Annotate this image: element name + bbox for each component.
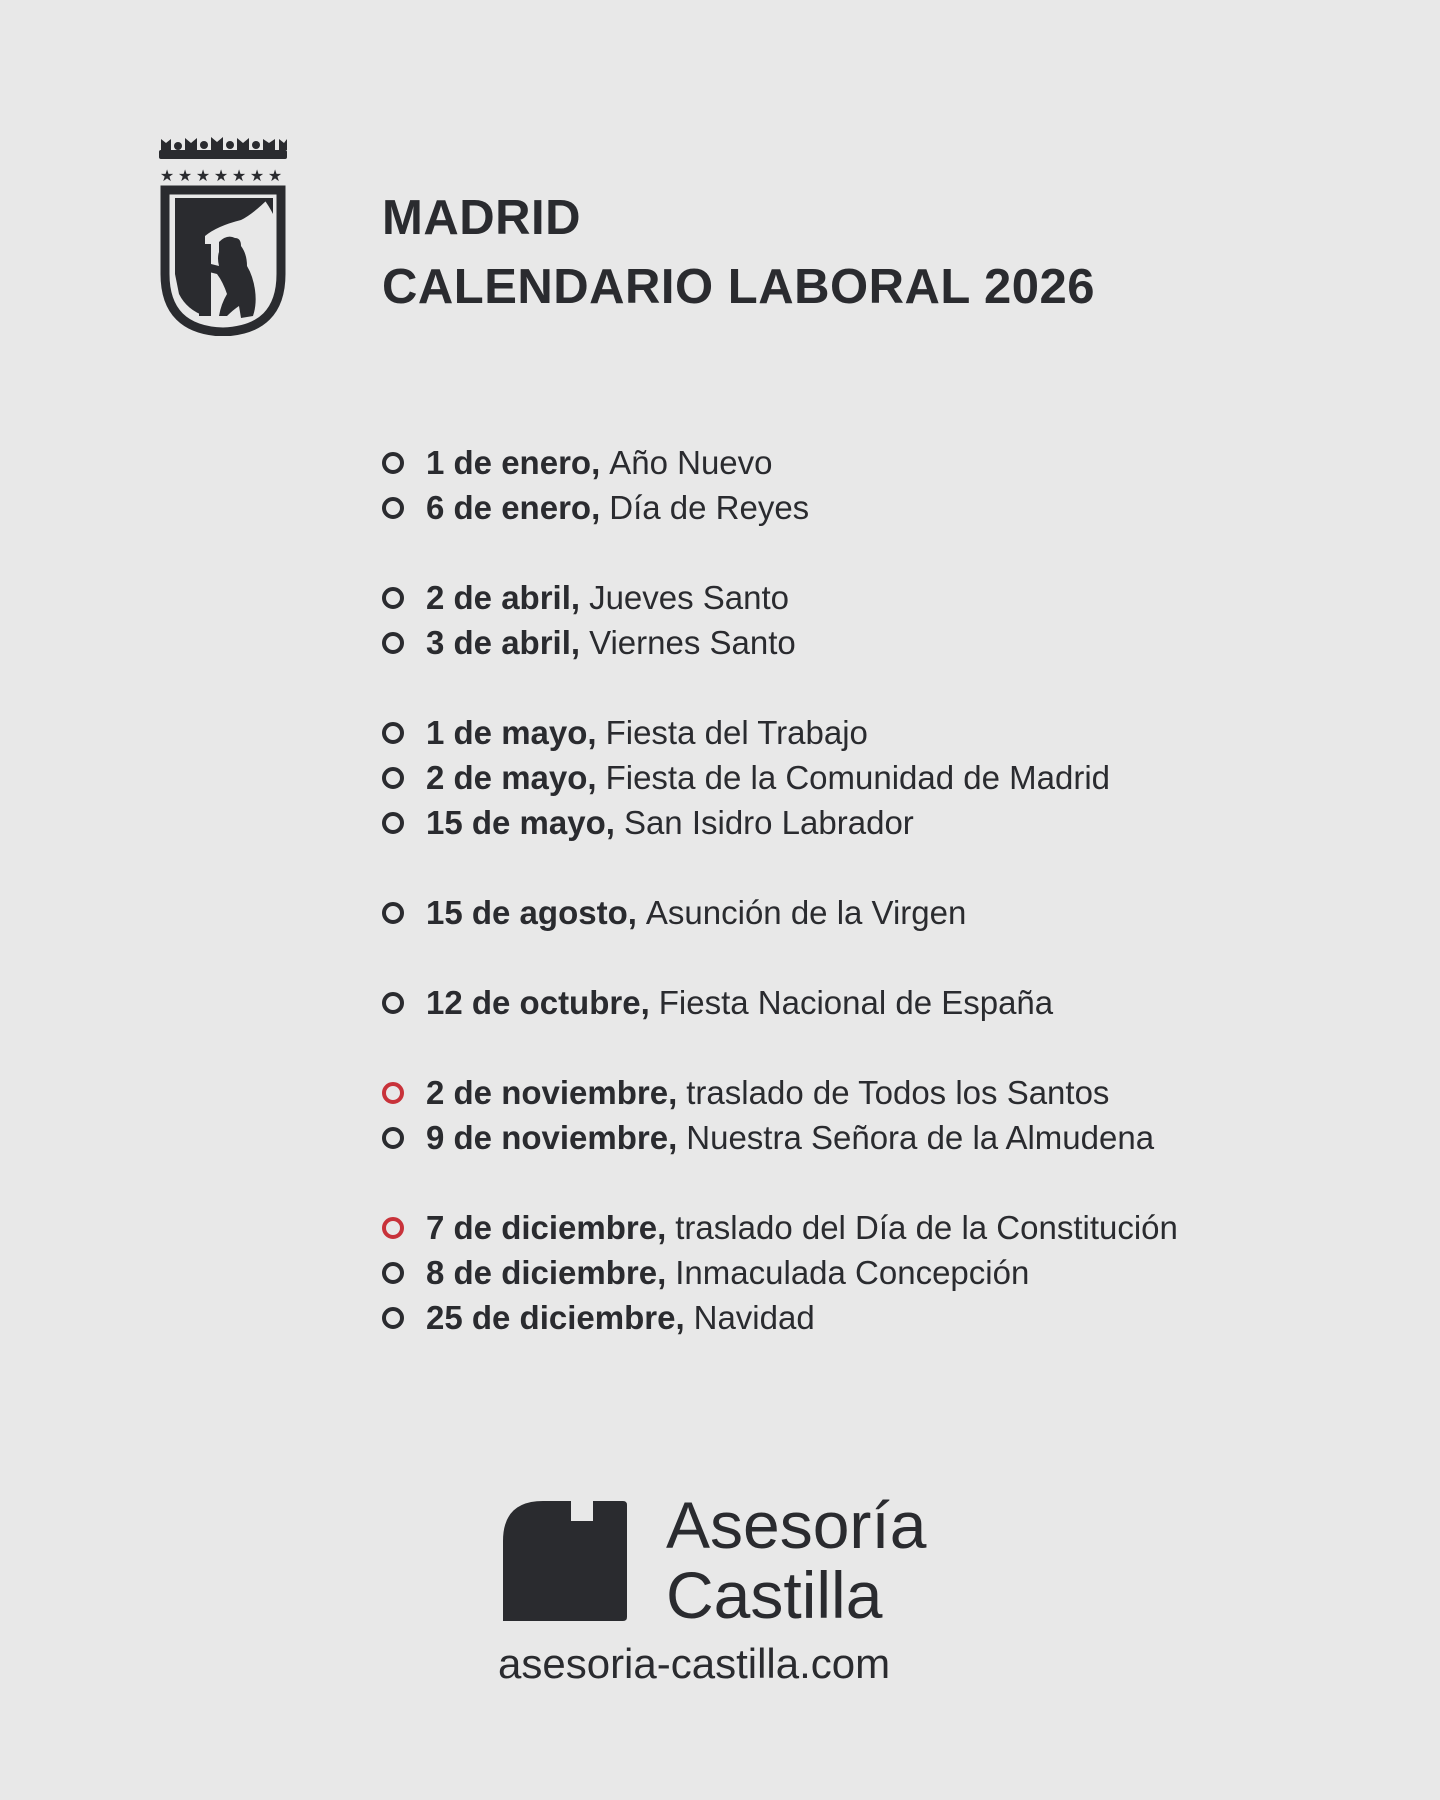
- svg-text:★: ★: [177, 166, 193, 185]
- bullet-icon: [382, 902, 404, 924]
- bullet-icon: [382, 632, 404, 654]
- holiday-name: Jueves Santo: [589, 579, 790, 616]
- holiday-date: 12 de octubre,: [426, 984, 650, 1021]
- holiday-item: [382, 755, 1178, 800]
- svg-text:★: ★: [213, 166, 229, 185]
- red-bullet-icon: [382, 1217, 404, 1239]
- svg-text:★: ★: [231, 166, 247, 185]
- holiday-date: 2 de noviembre,: [426, 1074, 678, 1111]
- bullet-icon: [382, 497, 404, 519]
- holiday-name: traslado de Todos los Santos: [686, 1074, 1110, 1111]
- holiday-date: 25 de diciembre,: [426, 1299, 685, 1336]
- holiday-name: Día de Reyes: [609, 489, 810, 526]
- holiday-item: [382, 1115, 1178, 1160]
- holiday-item: [382, 980, 1178, 1025]
- holiday-item: [382, 620, 1178, 665]
- holiday-item: [382, 575, 1178, 620]
- title-line-madrid: MADRID: [382, 191, 581, 245]
- holiday-date: 8 de diciembre,: [426, 1254, 667, 1291]
- holiday-group: [382, 890, 1178, 935]
- bullet-icon: [382, 452, 404, 474]
- holiday-date: 3 de abril,: [426, 624, 581, 661]
- holiday-name: Año Nuevo: [609, 444, 773, 481]
- holiday-item: [382, 1295, 1178, 1340]
- svg-text:★: ★: [267, 166, 283, 185]
- holiday-item: [382, 800, 1178, 845]
- holiday-date: 9 de noviembre,: [426, 1119, 678, 1156]
- holiday-name: Fiesta Nacional de España: [658, 984, 1054, 1021]
- holiday-date: 2 de abril,: [426, 579, 581, 616]
- brand-name-line1: Asesoría: [666, 1488, 927, 1562]
- holiday-name: Inmaculada Concepción: [675, 1254, 1030, 1291]
- bullet-icon: [382, 767, 404, 789]
- holiday-list: [382, 440, 1178, 1385]
- holiday-date: 1 de mayo,: [426, 714, 597, 751]
- bullet-icon: [382, 587, 404, 609]
- holiday-group: [382, 1205, 1178, 1340]
- holiday-item: [382, 890, 1178, 935]
- holiday-group: [382, 980, 1178, 1025]
- holiday-date: 2 de mayo,: [426, 759, 597, 796]
- holiday-item: [382, 1205, 1178, 1250]
- holiday-item: [382, 485, 1178, 530]
- bullet-icon: [382, 812, 404, 834]
- holiday-name: Fiesta de la Comunidad de Madrid: [605, 759, 1111, 796]
- bullet-icon: [382, 1307, 404, 1329]
- holiday-item: [382, 1250, 1178, 1295]
- bullet-icon: [382, 1262, 404, 1284]
- bullet-icon: [382, 722, 404, 744]
- holiday-group: [382, 1070, 1178, 1160]
- holiday-date: 15 de mayo,: [426, 804, 615, 841]
- holiday-name: Viernes Santo: [589, 624, 796, 661]
- holiday-name: Navidad: [693, 1299, 815, 1336]
- holiday-name: traslado del Día de la Constitución: [675, 1209, 1178, 1246]
- svg-text:★: ★: [195, 166, 211, 185]
- holiday-date: 15 de agosto,: [426, 894, 637, 931]
- holiday-name: San Isidro Labrador: [623, 804, 914, 841]
- title-line-calendar: CALENDARIO LABORAL 2026: [382, 260, 1096, 314]
- holiday-group: [382, 575, 1178, 665]
- castle-tower-icon: [499, 1497, 629, 1625]
- holiday-date: 1 de enero,: [426, 444, 601, 481]
- brand-name-line2: Castilla: [666, 1558, 883, 1632]
- madrid-coat-of-arms-icon: [157, 134, 289, 336]
- holiday-item: [382, 440, 1178, 485]
- holiday-name: Nuestra Señora de la Almudena: [686, 1119, 1155, 1156]
- brand-name: [666, 1490, 926, 1630]
- holiday-item: [382, 710, 1178, 755]
- holiday-date: 7 de diciembre,: [426, 1209, 667, 1246]
- holiday-date: 6 de enero,: [426, 489, 601, 526]
- holiday-item: [382, 1070, 1178, 1115]
- bullet-icon: [382, 1127, 404, 1149]
- holiday-group: [382, 440, 1178, 530]
- brand-url[interactable]: asesoria-castilla.com: [498, 1640, 891, 1687]
- svg-text:★: ★: [159, 166, 175, 185]
- holiday-name: Fiesta del Trabajo: [605, 714, 868, 751]
- red-bullet-icon: [382, 1082, 404, 1104]
- holiday-name: Asunción de la Virgen: [645, 894, 967, 931]
- svg-text:★: ★: [249, 166, 265, 185]
- holiday-group: [382, 710, 1178, 845]
- page-title: [382, 184, 1095, 322]
- bullet-icon: [382, 992, 404, 1014]
